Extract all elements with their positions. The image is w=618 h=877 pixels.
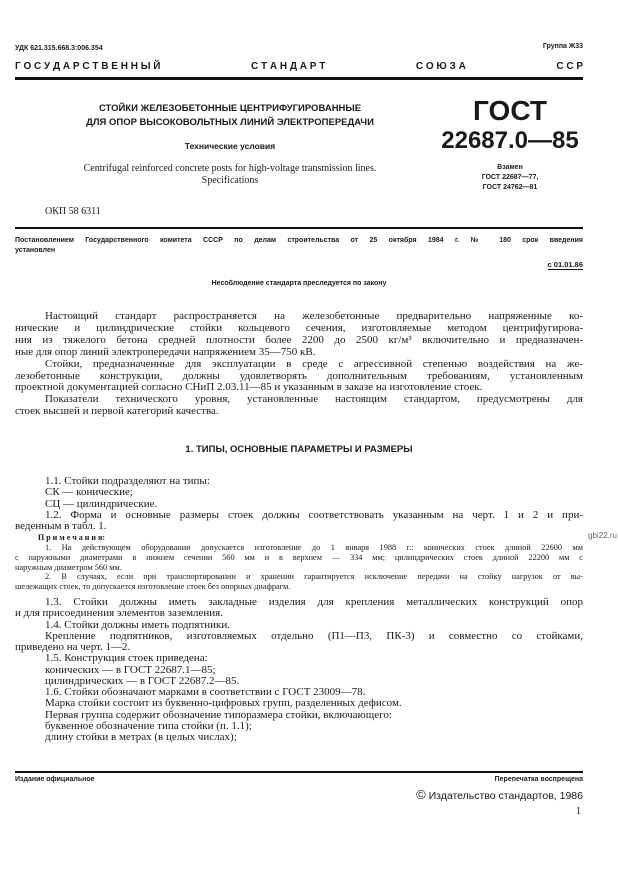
page-number: 1 bbox=[576, 806, 581, 817]
paragraph-line: Первая группа содержит обозначение типоразмера стойки, включающего: bbox=[45, 709, 392, 721]
intro-line: ные для опор линий электропередачи напряжением 35—750 кВ. bbox=[15, 346, 316, 358]
gost-label: ГОСТ bbox=[473, 95, 547, 126]
paragraph-line: СЦ — цилиндрические. bbox=[45, 498, 158, 510]
paragraph-line: Крепление подпятников, изготовляемых отдельно (П1—П3, ПК-3) и совместно со стойками, bbox=[45, 630, 583, 642]
copyright bbox=[416, 787, 583, 802]
paragraph-line: 1.3. Стойки должны иметь закладные изделия для крепления металлических конструкций опор bbox=[45, 597, 583, 608]
paragraph-line: 1.2. Форма и основные размеры стоек должны соответствовать указанным на черт. 1 и 2 и при- bbox=[45, 509, 583, 521]
state-standard-banner bbox=[15, 61, 583, 72]
intro-line: ния из тяжелого бетона средней плотности более 2200 до 2500 кг/м³ включительно и предназначен- bbox=[15, 334, 583, 346]
section1-paragraphs-a bbox=[15, 476, 583, 532]
intro-line: Стойки, предназначенные для эксплуатации в среде с агрессивной степенью воздействия на же- bbox=[45, 358, 583, 370]
footer-rule bbox=[15, 771, 583, 773]
document-title bbox=[30, 102, 430, 130]
header-rule bbox=[15, 77, 583, 80]
intro-line: лезобетонные конструкции, должны удовлетворять дополнительным требованиям, установленным bbox=[15, 370, 583, 382]
copyright-icon: © bbox=[416, 787, 426, 802]
paragraph-line: СК — конические; bbox=[45, 487, 133, 499]
decree-line: Постановлением Государственного комитета СССР по делам строительства от 25 октября 1984 г. № 180 срок введения bbox=[15, 237, 583, 244]
document-subtitle: Технические условия bbox=[184, 141, 276, 151]
paragraph-line: веденным в табл. 1. bbox=[15, 521, 107, 533]
replaces-block bbox=[440, 163, 580, 193]
paragraph-line: конических — в ГОСТ 22687.1—85; bbox=[45, 664, 216, 676]
replaces-label: Взамен bbox=[497, 164, 523, 171]
section-heading: 1. ТИПЫ, ОСНОВНЫЕ ПАРАМЕТРЫ И РАЗМЕРЫ bbox=[185, 444, 413, 455]
note-line: 2. В случаях, если при транспортировании и хранении гарантируется исключение передачи на стойку нагрузок от вы- bbox=[45, 572, 583, 582]
title-line: СТОЙКИ ЖЕЛЕЗОБЕТОННЫЕ ЦЕНТРИФУГИРОВАННЫЕ bbox=[98, 103, 362, 114]
english-title bbox=[30, 163, 430, 187]
law-notice: Несоблюдение стандарта преследуется по закону bbox=[211, 280, 387, 287]
publisher: Издательство стандартов, 1986 bbox=[428, 790, 583, 802]
banner-word: Г О С У Д А Р С Т В Е Н Н Ы Й bbox=[15, 61, 161, 72]
group-code: Группа Ж33 bbox=[542, 43, 583, 50]
banner-word: С О Ю З А bbox=[415, 61, 466, 72]
title-line: ДЛЯ ОПОР ВЫСОКОВОЛЬТНЫХ ЛИНИЙ ЭЛЕКТРОПЕРЕДАЧИ bbox=[86, 117, 374, 128]
intro-line: проектной документацией согласно СНиП 2.03.11—85 и указанным в заказе на изготовление стоек. bbox=[15, 382, 483, 394]
udk-code: УДК 621.315.668.3:006.354 bbox=[15, 45, 103, 52]
paragraph-line: и для присоединения элементов заземления. bbox=[15, 608, 223, 620]
english-title-line: Specifications bbox=[201, 175, 259, 186]
paragraph-line: приведено на черт. 1—2. bbox=[15, 642, 131, 653]
paragraph-line: 1.6. Стойки обозначают марками в соответствии с ГОСТ 23009—78. bbox=[45, 687, 366, 698]
effective-date: с 01.01.86 bbox=[547, 260, 583, 269]
intro-line: Настоящий стандарт распространяется на железобетонные предварительно напряженные ко- bbox=[45, 311, 583, 322]
intro-line: стоек высшей и первой категорий качества. bbox=[15, 406, 219, 418]
intro-line: нические и цилиндрические стойки кольцевого сечения, изготовляемые методом центрифугирова- bbox=[15, 322, 583, 334]
intro-line: Показатели технического уровня, установленные настоящим стандартом, предусмотрены для bbox=[45, 394, 583, 406]
paragraph-line: 1.4. Стойки должны иметь подпятники. bbox=[45, 619, 231, 631]
paragraph-line: 1.1. Стойки подразделяют на типы: bbox=[45, 476, 210, 487]
paragraph-line: цилиндрических — в ГОСТ 22687.2—85. bbox=[45, 675, 240, 687]
section1-paragraphs-b bbox=[15, 597, 583, 743]
reprint-notice: Перепечатка воспрещена bbox=[494, 776, 583, 783]
note-line: 1. На действующем оборудовании допускается изготовление до 1 января 1988 г.: конических стоек длиной 22600 мм bbox=[45, 543, 583, 552]
paragraph-line: буквенное обозначение типа стойки (п. 1.1); bbox=[45, 720, 252, 732]
paragraph-line: длину стойки в метрах (в целых числах); bbox=[45, 732, 237, 743]
notes bbox=[15, 543, 583, 592]
note-line: с наружными диаметрами в нижнем сечении 560 мм и в верхнем — 334 мм; цилиндрических стоек длиной 22200 мм с bbox=[15, 552, 583, 562]
decree-line: установлен bbox=[15, 247, 56, 254]
english-title-line: Centrifugal reinforced concrete posts for high-voltage transmission lines. bbox=[83, 163, 377, 174]
note-line: шележащих стоек, то допускается изготовление стоек без опорных диафрагм. bbox=[15, 582, 291, 592]
official-edition: Издание официальное bbox=[15, 776, 95, 783]
okp-code: ОКП 58 6311 bbox=[45, 206, 101, 217]
note-line: наружным диаметром 560 мм. bbox=[15, 562, 122, 572]
intro-text bbox=[15, 311, 583, 418]
replaced-standard: ГОСТ 22687—77, bbox=[481, 174, 539, 181]
watermark: gbi22.ru bbox=[588, 531, 617, 540]
gost-number: 22687.0—85 bbox=[441, 127, 579, 154]
replaced-standard: ГОСТ 24762—81 bbox=[482, 184, 538, 191]
decree-text bbox=[15, 236, 583, 256]
notes-label: П р и м е ч а н и я: bbox=[38, 533, 106, 542]
title-rule bbox=[15, 227, 583, 229]
paragraph-line: Марка стойки состоит из буквенно-цифровых групп, разделенных дефисом. bbox=[45, 698, 402, 710]
banner-word: С Т А Н Д А Р Т bbox=[250, 61, 326, 72]
banner-word: С С Р bbox=[556, 61, 583, 72]
paragraph-line: 1.5. Конструкция стоек приведена: bbox=[45, 653, 208, 665]
